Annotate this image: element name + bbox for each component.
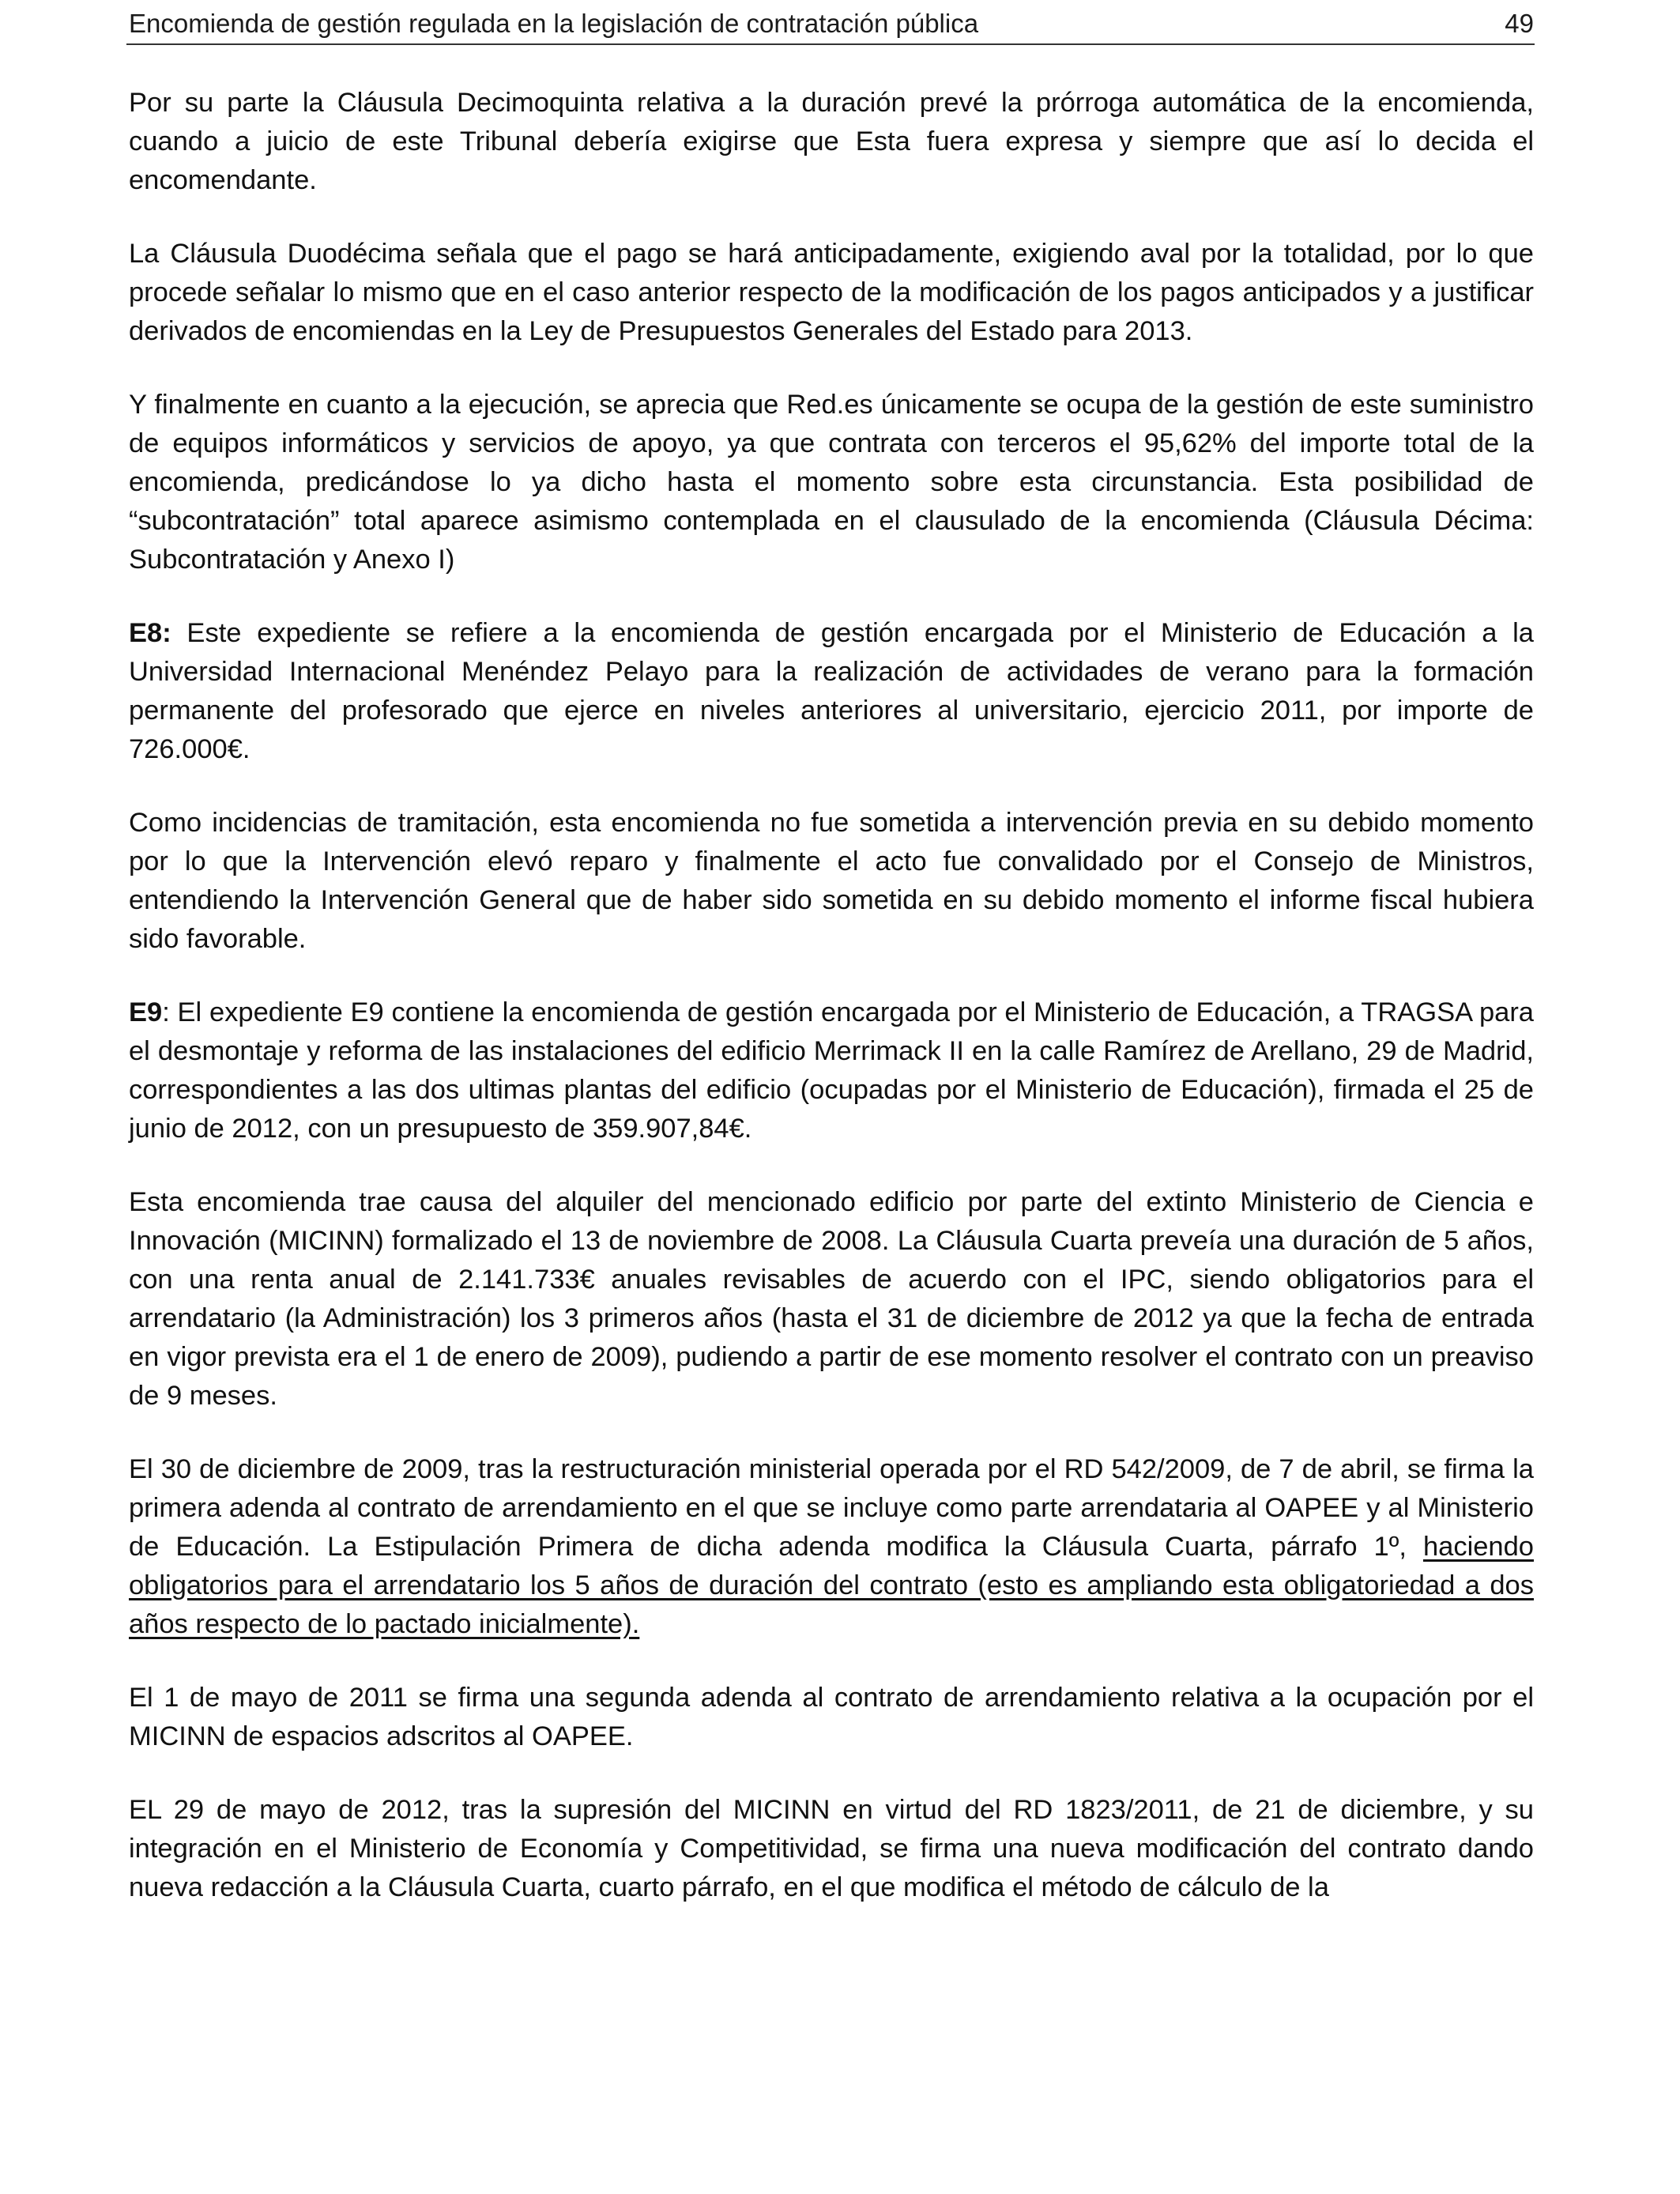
paragraph-e9 — [129, 993, 1534, 1148]
paragraph-text: Este expediente se refiere a la encomienda de gestión encargada por el Ministerio de Educación a la Universidad Internacional Menéndez Pelayo para la realización de actividades de verano para la formación permanente del profesorado que ejerce en niveles anteriores al universitario, ejercicio 2011, por importe de 726.000€. — [129, 618, 1534, 764]
paragraph-text: : El expediente E9 contiene la encomienda de gestión encargada por el Ministerio de Educación, a TRAGSA para el desmontaje y reforma de las instalaciones del edificio Merrimack II en la calle Ramírez de Arellano, 29 de Madrid, correspondientes a las dos ultimas plantas del edificio (ocupadas por el Ministerio de Educación), firmada el 25 de junio de 2012, con un presupuesto de 359.907,84€. — [129, 997, 1534, 1144]
paragraph-text: Esta encomienda trae causa del alquiler del mencionado edificio por parte del extinto Ministerio de Ciencia e Innovación (MICINN) formalizado el 13 de noviembre de 2008. La Cláusula Cuarta preveía una duración de 5 años, con una renta anual de 2.141.733€ anuales revisables de acuerdo con el IPC, siendo obligatorios para el arrendatario (la Administración) los 3 primeros años (hasta el 31 de diciembre de 2012 ya que la fecha de entrada en vigor prevista era el 1 de enero de 2009), pudiendo a partir de ese momento resolver el contrato con un preaviso de 9 meses. — [129, 1187, 1534, 1411]
paragraph-incidencias — [129, 804, 1534, 959]
paragraph-text: El 30 de diciembre de 2009, tras la restructuración ministerial operada por el RD 542/2009, de 7 de abril, se firma la primera adenda al contrato de arrendamiento en el que se incluye como parte arrendataria al OAPEE y al Ministerio de Educación. La Estipulación Primera de dicha adenda modifica la Cláusula Cuarta, párrafo 1º, — [129, 1454, 1534, 1562]
paragraph-ejecucion — [129, 386, 1534, 579]
paragraph-text: Como incidencias de tramitación, esta encomienda no fue sometida a intervención previa en su debido momento por lo que la Intervención elevó reparo y finalmente el acto fue convalidado por el Consejo de Ministros, entendiendo la Intervención General que de haber sido sometida en su debido momento el informe fiscal hubiera sido favorable. — [129, 808, 1534, 954]
paragraph-clausula-decimoquinta — [129, 84, 1534, 200]
underlined-text: haciendo obligatorios para el arrendatario los 5 años de duración del contrato (esto es ampliando esta obligatoriedad a dos años respecto de lo pactado inicialmente). — [129, 1532, 1534, 1639]
page-number: 49 — [1505, 9, 1534, 38]
paragraph-text: La Cláusula Duodécima señala que el pago se hará anticipadamente, exigiendo aval por la totalidad, por lo que procede señalar lo mismo que en el caso anterior respecto de la modificación de los pagos anticipados y a justificar derivados de encomiendas en la Ley de Presupuestos Generales del Estado para 2013. — [129, 239, 1534, 346]
paragraph-primera-adenda — [129, 1450, 1534, 1644]
paragraph-segunda-adenda — [129, 1679, 1534, 1756]
expediente-label-e8: E8: — [129, 618, 171, 648]
document-body — [129, 84, 1534, 1942]
paragraph-clausula-duodecima — [129, 235, 1534, 351]
paragraph-e8 — [129, 614, 1534, 769]
header-divider — [126, 43, 1535, 45]
expediente-label-e9: E9 — [129, 997, 163, 1027]
paragraph-text: EL 29 de mayo de 2012, tras la supresión del MICINN en virtud del RD 1823/2011, de 21 de diciembre, y su integración en el Ministerio de Economía y Competitividad, se firma una nueva modificación del contrato dando nueva redacción a la Cláusula Cuarta, cuarto párrafo, en el que modifica el método de cálculo de la — [129, 1795, 1534, 1902]
paragraph-text: Por su parte la Cláusula Decimoquinta relativa a la duración prevé la prórroga automática de la encomienda, cuando a juicio de este Tribunal debería exigirse que Esta fuera expresa y siempre que así lo decida el encomendante. — [129, 88, 1534, 195]
paragraph-modificacion — [129, 1791, 1534, 1907]
header-title: Encomienda de gestión regulada en la legislación de contratación pública — [129, 9, 979, 38]
page-header — [129, 5, 1534, 43]
paragraph-text: El 1 de mayo de 2011 se firma una segunda adenda al contrato de arrendamiento relativa a la ocupación por el MICINN de espacios adscritos al OAPEE. — [129, 1683, 1534, 1751]
paragraph-alquiler — [129, 1183, 1534, 1416]
paragraph-text: Y finalmente en cuanto a la ejecución, se aprecia que Red.es únicamente se ocupa de la gestión de este suministro de equipos informáticos y servicios de apoyo, ya que contrata con terceros el 95,62% del importe total de la encomienda, predicándose lo ya dicho hasta el momento sobre esta circunstancia. Esta posibilidad de “subcontratación” total aparece asimismo contemplada en el clausulado de la encomienda (Cláusula Décima: Subcontratación y Anexo I) — [129, 390, 1534, 575]
